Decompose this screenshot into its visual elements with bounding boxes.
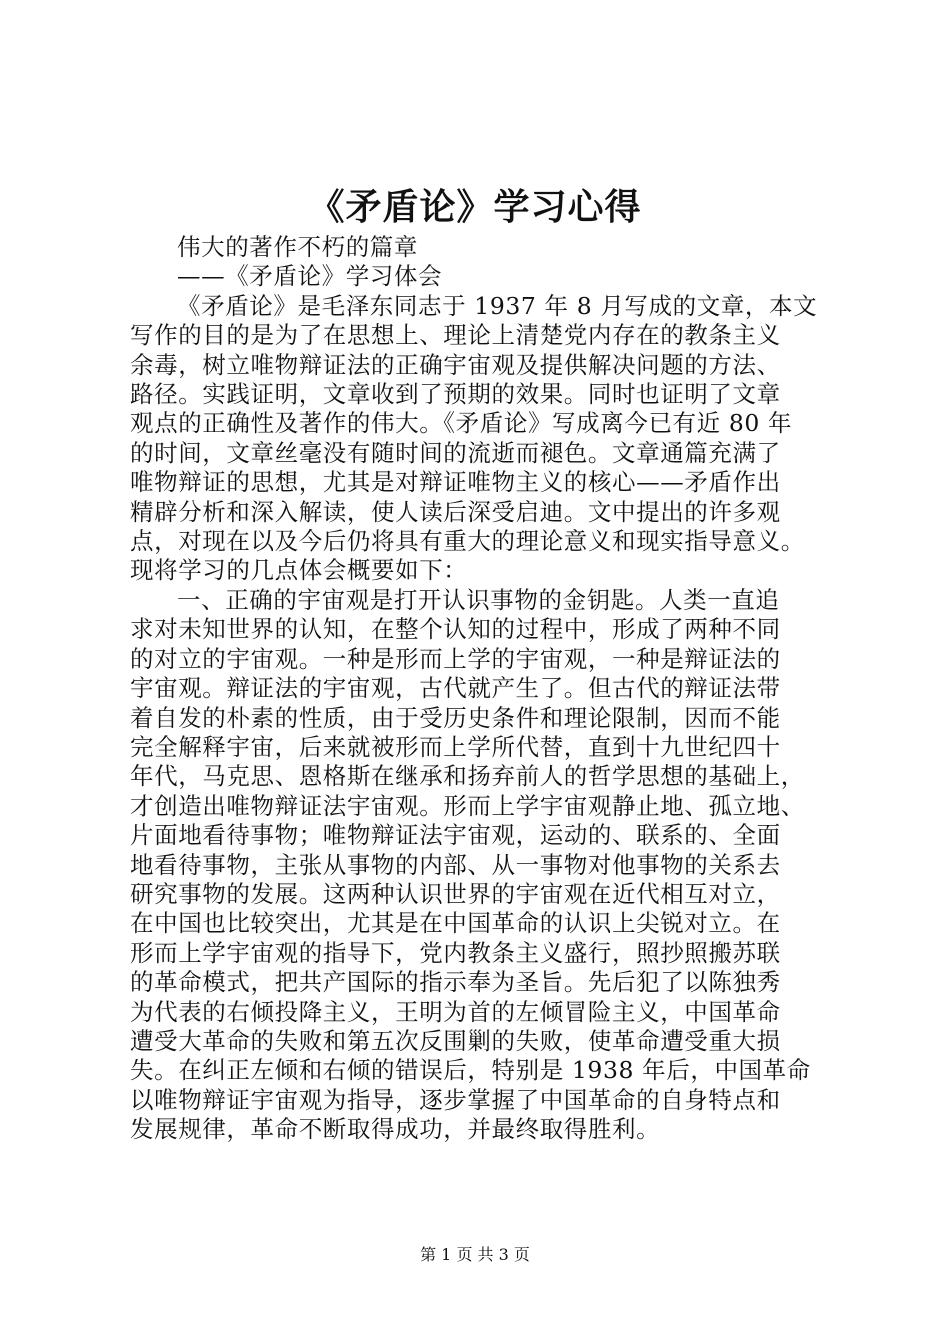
paragraph-line: 精辟分析和深入解读，使人读后深受启迪。文中提出的许多观 (130, 497, 781, 526)
paragraph-line: 余毒，树立唯物辩证法的正确宇宙观及提供解决问题的方法、 (130, 350, 781, 379)
paragraph-line: 为代表的右倾投降主义，王明为首的左倾冒险主义，中国革命 (130, 997, 781, 1026)
paragraph-line: 点，对现在以及今后仍将具有重大的理论意义和现实指导意义。 (130, 527, 805, 556)
paragraph-line: 以唯物辩证宇宙观为指导，逐步掌握了中国革命的自身特点和 (130, 1085, 781, 1114)
subtitle-line: 伟大的著作不朽的篇章 (177, 233, 418, 261)
paragraph-line: 发展规律，革命不断取得成功，并最终取得胜利。 (130, 1115, 661, 1144)
paragraph-line: 宇宙观。辩证法的宇宙观，古代就产生了。但古代的辩证法带 (130, 674, 781, 703)
paragraph-line: 形而上学宇宙观的指导下，党内教条主义盛行，照抄照搬苏联 (130, 938, 781, 967)
document-title: 《矛盾论》学习心得 (308, 186, 642, 228)
paragraph-line: 路径。实践证明，文章收到了预期的效果。同时也证明了文章 (130, 380, 781, 409)
paragraph-line: 年代，马克思、恩格斯在继承和扬弃前人的哲学思想的基础上， (130, 762, 805, 791)
paragraph-line: 《矛盾论》是毛泽东同志于 1937 年 8 月写成的文章，本文 (177, 291, 818, 320)
paragraph-line: 观点的正确性及著作的伟大。《矛盾论》写成离今已有近 80 年 (130, 409, 793, 438)
paragraph-line: 的革命模式，把共产国际的指示奉为圣旨。先后犯了以陈独秀 (130, 968, 781, 997)
paragraph-line: 求对未知世界的认知，在整个认知的过程中，形成了两种不同 (130, 615, 781, 644)
paragraph-line: 唯物辩证的思想，尤其是对辩证唯物主义的核心——矛盾作出 (130, 468, 781, 497)
paragraph-line: 现将学习的几点体会概要如下： (130, 556, 468, 585)
paragraph-line: 片面地看待事物；唯物辩证法宇宙观，运动的、联系的、全面 (130, 821, 781, 850)
paragraph-line: 一、正确的宇宙观是打开认识事物的金钥匙。人类一直追 (177, 585, 780, 614)
subtitle-line: ——《矛盾论》学习体会 (177, 262, 443, 291)
paragraph-line: 在中国也比较突出，尤其是在中国革命的认识上尖锐对立。在 (130, 909, 781, 938)
page-number-footer: 第 1 页 共 3 页 (420, 1245, 530, 1264)
paragraph-line: 完全解释宇宙，后来就被形而上学所代替，直到十九世纪四十 (130, 732, 781, 761)
paragraph-line: 才创造出唯物辩证法宇宙观。形而上学宇宙观静止地、孤立地、 (130, 791, 805, 820)
paragraph-line: 研究事物的发展。这两种认识世界的宇宙观在近代相互对立， (130, 879, 781, 908)
paragraph-line: 的时间，文章丝毫没有随时间的流逝而褪色。文章通篇充满了 (130, 438, 781, 467)
paragraph-line: 写作的目的是为了在思想上、理论上清楚党内存在的教条主义 (130, 321, 781, 350)
paragraph-line: 失。在纠正左倾和右倾的错误后，特别是 1938 年后，中国革命 (130, 1056, 811, 1085)
document-body (130, 233, 830, 1145)
paragraph-line: 着自发的朴素的性质，由于受历史条件和理论限制，因而不能 (130, 703, 781, 732)
paragraph-line: 遭受大革命的失败和第五次反围剿的失败，使革命遭受重大损 (130, 1026, 781, 1055)
paragraph-line: 的对立的宇宙观。一种是形而上学的宇宙观，一种是辩证法的 (130, 644, 781, 673)
paragraph-line: 地看待事物，主张从事物的内部、从一事物对他事物的关系去 (130, 850, 781, 879)
